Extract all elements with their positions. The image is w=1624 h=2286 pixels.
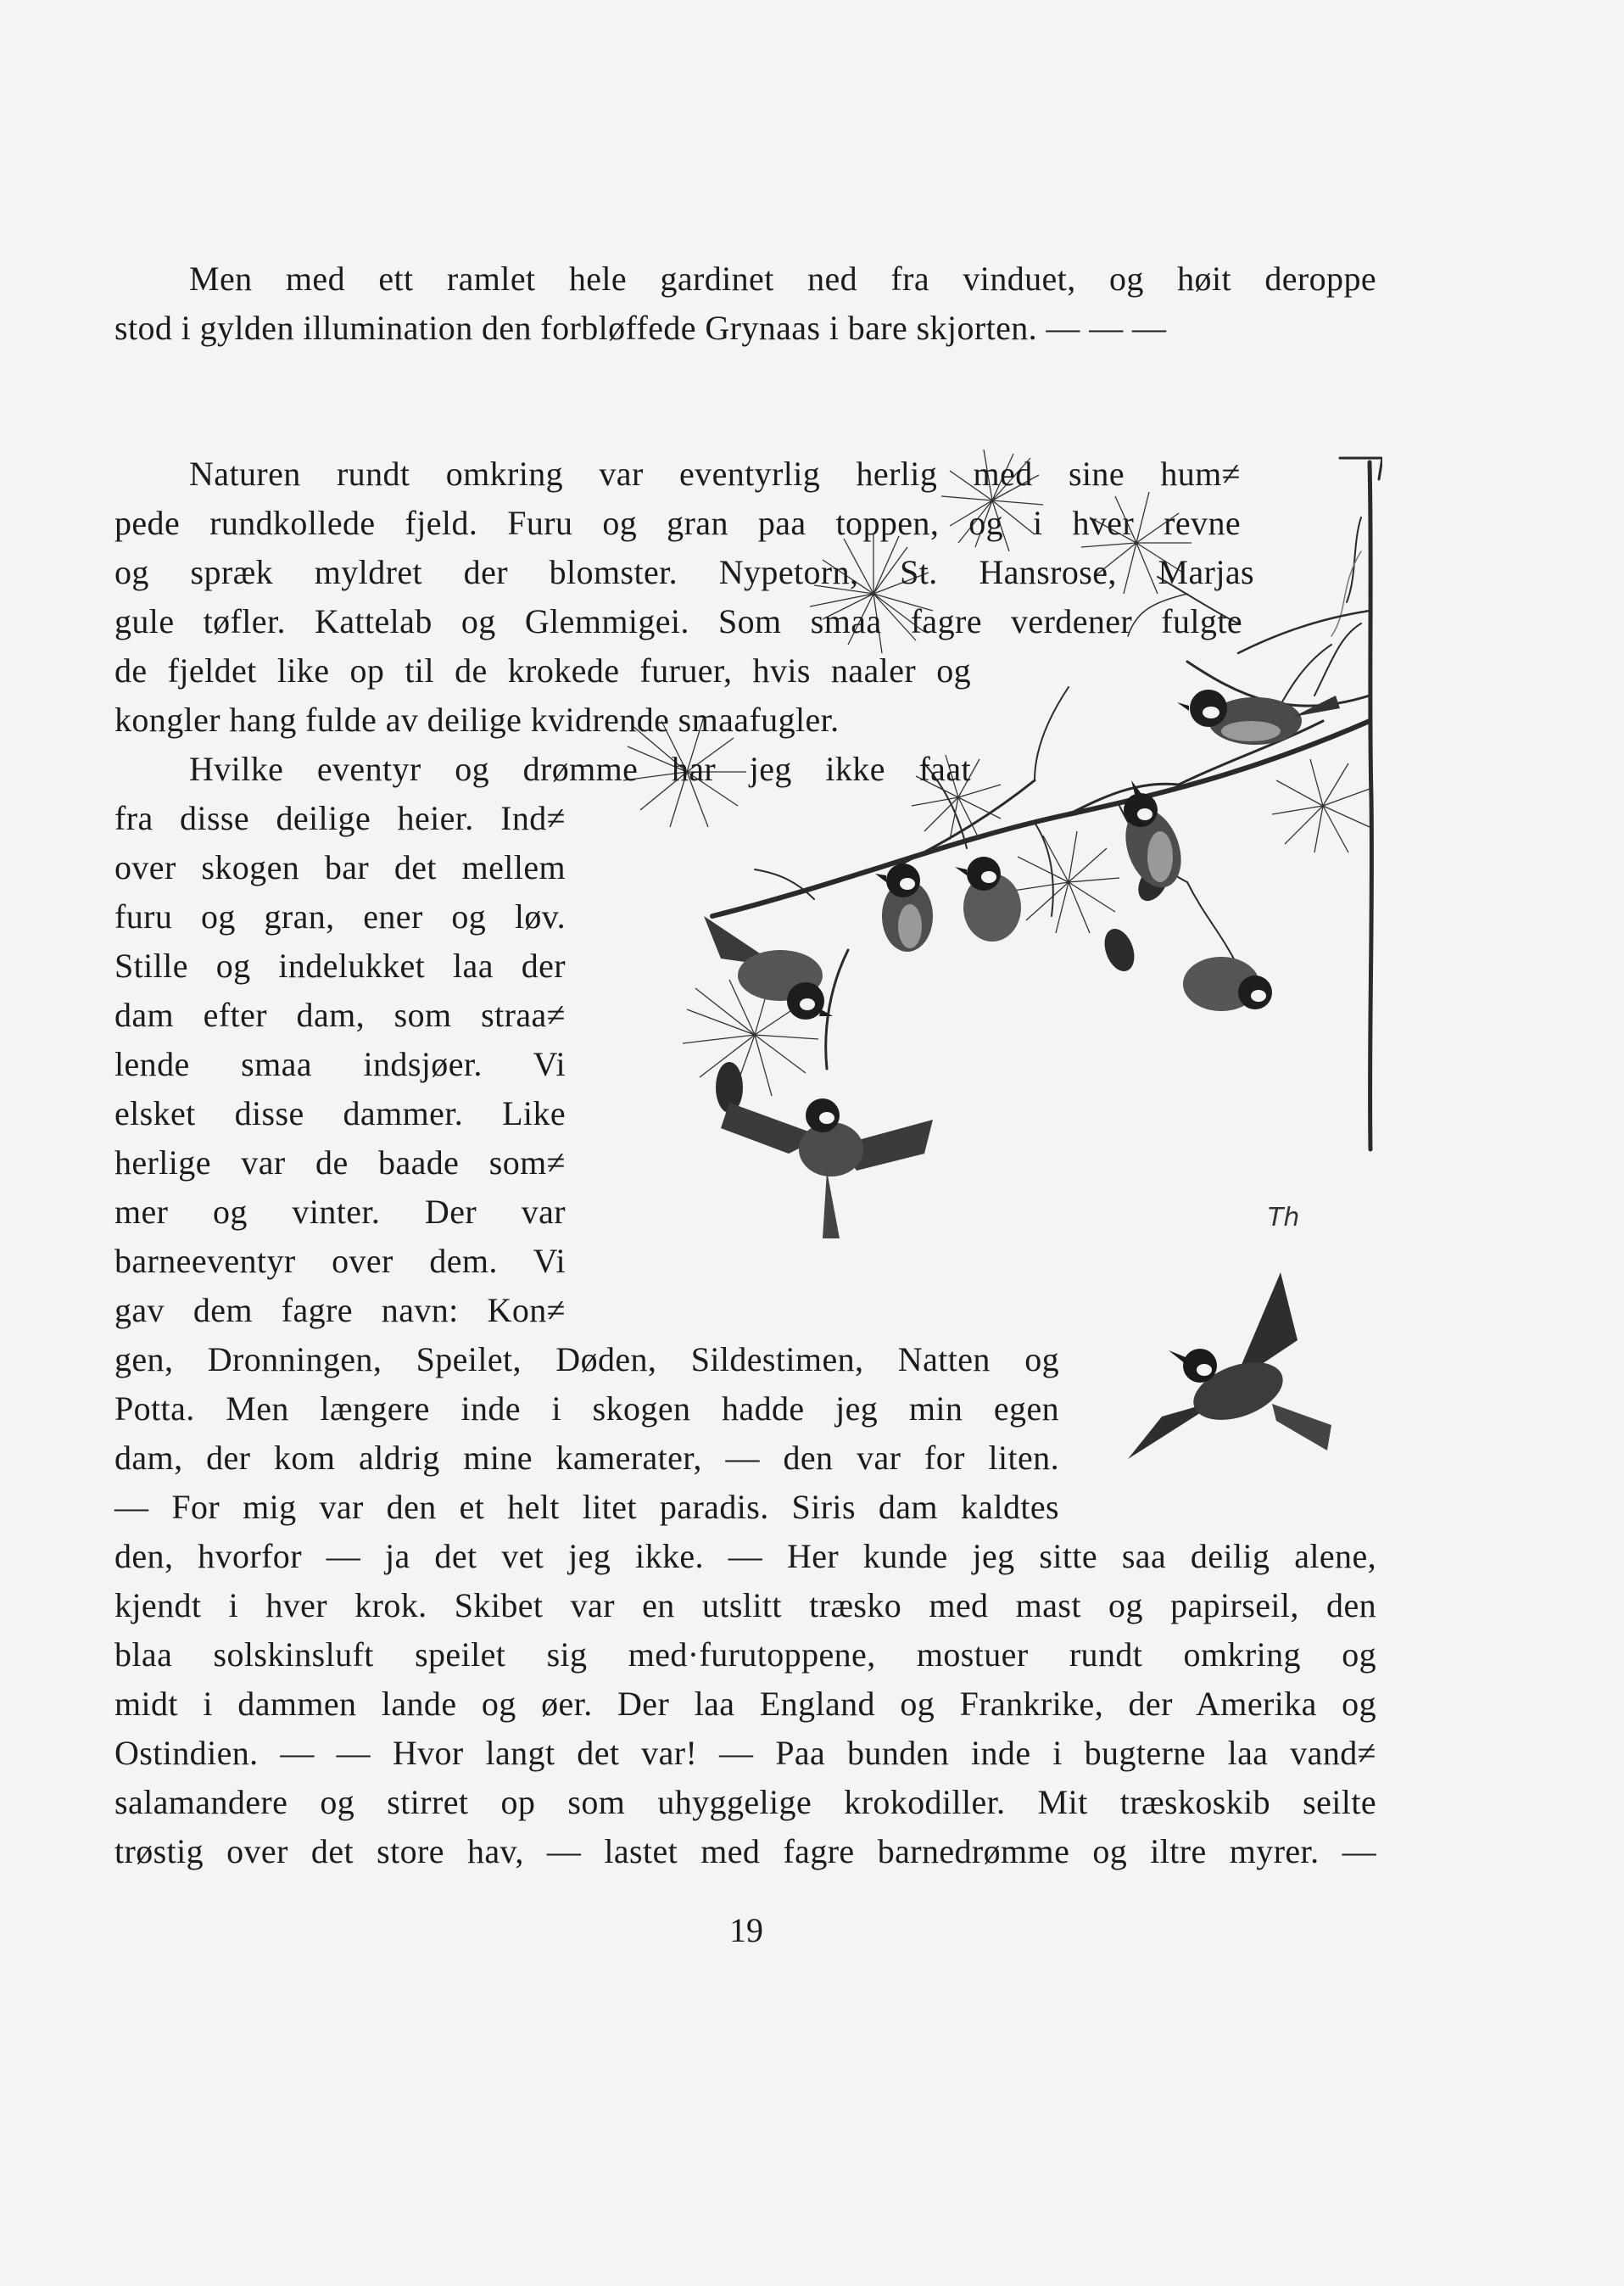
body-line-17: barneeventyr over dem. Vi bbox=[114, 1242, 566, 1280]
body-line-22: — For mig var den et helt litet paradis. Siris dam kaldtes bbox=[114, 1488, 1059, 1526]
body-line-26: midt i dammen lande og øer. Der laa England og Frankrike, der Amerika og bbox=[114, 1685, 1376, 1723]
body-line-28: salamandere og stirret op som uhyggelige krokodiller. Mit træskoskib seilte bbox=[114, 1783, 1376, 1821]
body-line-19: gen, Dronningen, Speilet, Døden, Sildestimen, Natten og bbox=[114, 1340, 1059, 1378]
body-line-3: og spræk myldret der blomster. Nypetorn, St. Hansrose, Marjas bbox=[114, 553, 1254, 591]
body-line-6: kongler hang fulde av deilige kvidrende smaafugler. bbox=[114, 701, 840, 739]
body-line-27: Ostindien. — — Hvor langt det var! — Paa bunden inde i bugterne laa vand≠ bbox=[114, 1734, 1376, 1772]
body-line-11: Stille og indelukket laa der bbox=[114, 947, 566, 985]
body-line-10: furu og gran, ener og løv. bbox=[114, 897, 566, 936]
body-line-5: de fjeldet like op til de krokede furuer, hvis naaler og bbox=[114, 651, 971, 690]
body-line-2: pede rundkollede fjeld. Furu og gran paa toppen, og i hver revne bbox=[114, 504, 1241, 542]
body-line-18: gav dem fagre navn: Kon≠ bbox=[114, 1291, 566, 1329]
body-line-14: elsket disse dammer. Like bbox=[114, 1094, 566, 1132]
body-line-24: kjendt i hver krok. Skibet var en utslitt træsko med mast og papirseil, den bbox=[114, 1586, 1376, 1624]
body-line-25: blaa solskinsluft speilet sig med·furutoppene, mostuer rundt omkring og bbox=[114, 1635, 1376, 1674]
body-line-23: den, hvorfor — ja det vet jeg ikke. — Her kunde jeg sitte saa deilig alene, bbox=[114, 1537, 1376, 1575]
intro-line-2: stod i gylden illumination den forbløffede Grynaas i bare skjorten. — — — bbox=[114, 309, 1167, 347]
body-line-8: fra disse deilige heier. Ind≠ bbox=[114, 799, 566, 837]
body-line-16: mer og vinter. Der var bbox=[114, 1193, 566, 1231]
intro-line-1: Men med ett ramlet hele gardinet ned fra vinduet, og høit deroppe bbox=[189, 260, 1376, 298]
body-line-15: herlige var de baade som≠ bbox=[114, 1143, 566, 1182]
body-line-1: Naturen rundt omkring var eventyrlig herlig med sine hum≠ bbox=[189, 455, 1241, 493]
body-line-9: over skogen bar det mellem bbox=[114, 848, 566, 886]
body-line-20: Potta. Men længere inde i skogen hadde jeg min egen bbox=[114, 1389, 1059, 1428]
page-number: 19 bbox=[729, 1911, 763, 1949]
body-line-4: gule tøfler. Kattelab og Glemmigei. Som smaa fagre verdener fulgte bbox=[114, 602, 1242, 640]
body-line-7: Hvilke eventyr og drømme har jeg ikke faat bbox=[189, 750, 971, 788]
body-line-21: dam, der kom aldrig mine kamerater, — den var for liten. bbox=[114, 1439, 1059, 1477]
body-line-13: lende smaa indsjøer. Vi bbox=[114, 1045, 566, 1083]
illustration-signature: Th bbox=[1268, 1203, 1300, 1232]
body-line-29: trøstig over det store hav, — lastet med fagre barnedrømme og iltre myrer. — bbox=[114, 1832, 1376, 1870]
body-line-12: dam efter dam, som straa≠ bbox=[114, 996, 566, 1034]
